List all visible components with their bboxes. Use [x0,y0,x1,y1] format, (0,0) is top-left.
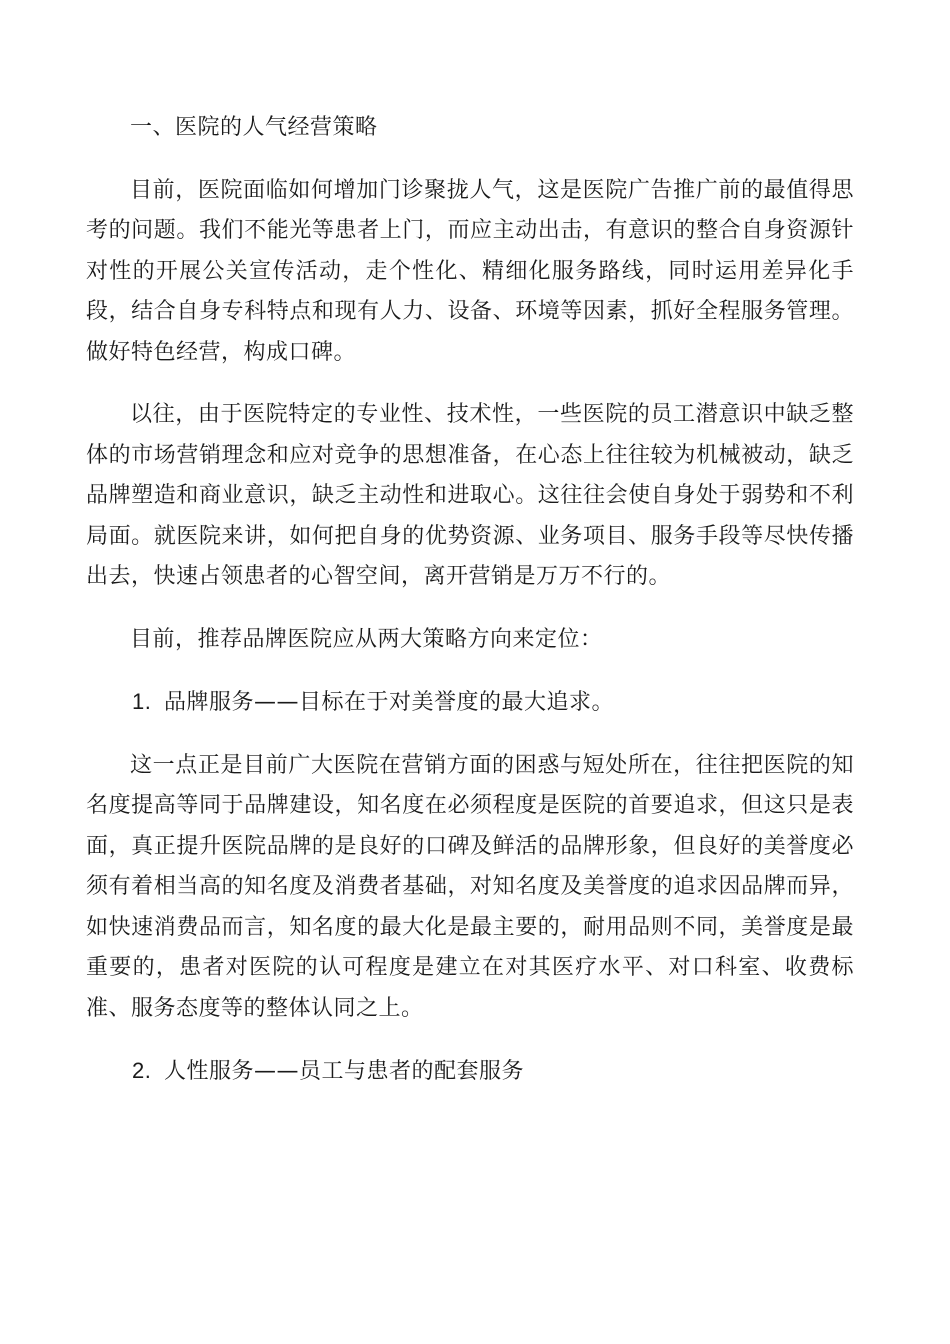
paragraph-3: 目前，推荐品牌医院应从两大策略方向来定位： [130,626,603,652]
paragraph-4: 这一点正是目前广大医院在营销方面的困惑与短处所在，往往把医院的知名度提高等同于品牌建设，知名度在必须程度是医院的首要追求，但这只是表面，真正提升医院品牌的是良好的口碑及鲜活的品牌形象，但良好的美誉度必须有着相当高的知名度及消费者基础，对知名度及美誉度的追求因品牌而异，如快速消费品而言，知名度的最大化是最主要的，耐用品则不同，美誉度是最重要的，患者对医院的认可程度是建立在对其医疗水平、对口科室、收费标准、服务态度等的整体认同之上。 [86,752,854,1021]
list-text-2: 人性服务——员工与患者的配套服务 [164,1059,525,1084]
paragraph-2: 以往，由于医院特定的专业性、技术性，一些医院的员工潜意识中缺乏整体的市场营销理念和应对竞争的思想准备，在心态上往往较为机械被动，缺乏品牌塑造和商业意识，缺乏主动性和进取心。这往往会使自身处于弱势和不利局面。就医院来讲，如何把自身的优势资源、业务项目、服务手段等尽快传播出去，快速占领患者的心智空间，离开营销是万万不行的。 [86,402,854,589]
list-item-1 [86,682,854,724]
paragraph-1: 目前，医院面临如何增加门诊聚拢人气，这是医院广告推广前的最值得思考的问题。我们不能光等患者上门，而应主动出击，有意识的整合自身资源针对性的开展公关宣传活动，走个性化、精细化服务路线，同时运用差异化手段，结合自身专科特点和现有人力、设备、环境等因素，抓好全程服务管理。做好特色经营，构成口碑。 [86,177,854,365]
list-text-1: 品牌服务——目标在于对美誉度的最大追求。 [164,690,615,715]
list-number-1: 1. [132,689,152,714]
list-number-2: 2. [132,1058,152,1083]
document-page [86,108,854,1115]
section-heading: 一、医院的人气经营策略 [130,115,378,140]
list-item-2 [86,1051,854,1093]
